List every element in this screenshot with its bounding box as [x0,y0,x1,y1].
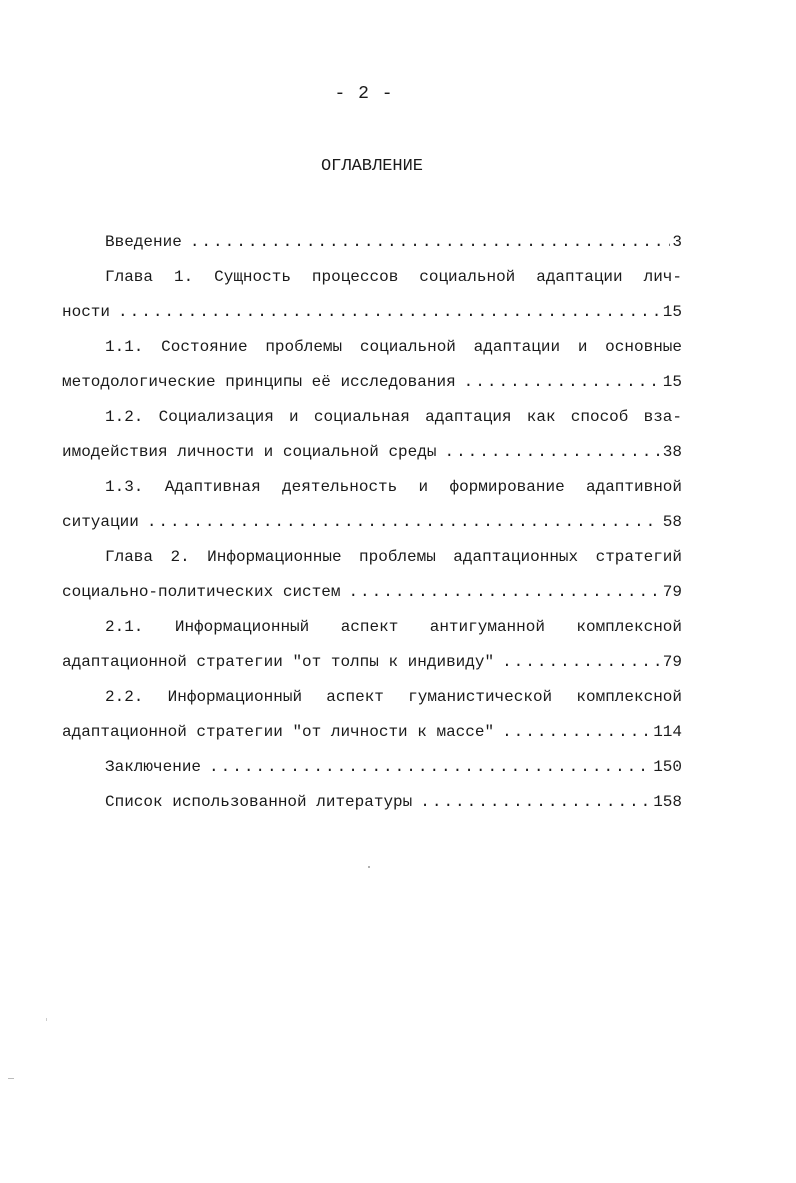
leader-dots [348,578,660,606]
toc-entry-title: Введение [105,233,182,251]
toc-entry-chapter-2-line-1: Глава 2. Информационные проблемы адаптационных стратегий [105,548,682,566]
toc-entry-title: адаптационной стратегии "от личности к массе" [62,723,495,741]
toc-entry-section-2-1-line-1: 2.1. Информационный аспект антигуманной комплексной [105,618,682,636]
toc-entry-title: адаптационной стратегии "от толпы к индивиду" [62,653,495,671]
toc-entry-chapter-2-line-2 [62,578,682,613]
toc-entry-section-1-1-line-2 [62,368,682,403]
leader-dots [464,368,661,396]
toc-entry-title: Заключение [105,758,202,776]
leader-dots [190,228,671,256]
scan-speck [368,866,370,868]
leader-dots [444,438,660,466]
toc-entry-title: Список использованной литературы [105,793,413,811]
leader-dots [209,753,651,781]
toc-entry-section-1-1-line-1: 1.1. Состояние проблемы социальной адаптации и основные [105,338,682,356]
toc-entry-chapter-1-line-2 [62,298,682,333]
page-title: ОГЛАВЛЕНИЕ [320,157,424,176]
scan-speck [46,1018,47,1021]
toc-entry-title: ности [62,303,111,321]
leader-dots [420,788,651,816]
toc-entry-section-2-1-line-2 [62,648,682,683]
toc-entry-section-2-2-line-1: 2.2. Информационный аспект гуманистической комплексной [105,688,682,706]
toc-entry-section-1-2-line-1: 1.2. Социализация и социальная адаптация как способ вза- [105,408,682,426]
toc-entry-section-1-3-line-2 [62,508,682,543]
toc-page-number: 114 [653,723,682,741]
toc-entry-section-1-3-line-1: 1.3. Адаптивная деятельность и формирование адаптивной [105,478,682,496]
toc-entry-title: социально-политических систем [62,583,341,601]
scan-speck [8,1078,14,1079]
toc-entry-title: имодействия личности и социальной среды [62,443,437,461]
toc-page-number: 3 [672,233,682,251]
table-of-contents [62,228,682,823]
toc-page-number: 15 [662,373,682,391]
toc-entry-conclusion [62,753,682,788]
toc-page-number: 58 [662,513,682,531]
page-number: - 2 - [334,84,394,104]
toc-page-number: 150 [653,758,682,776]
toc-entry-intro [62,228,682,263]
toc-page-number: 158 [653,793,682,811]
toc-entry-title: ситуации [62,513,139,531]
toc-page-number: 15 [662,303,682,321]
toc-entry-section-1-2-line-2 [62,438,682,473]
toc-entry-references [62,788,682,823]
toc-entry-title: методологические принципы её исследования [62,373,456,391]
leader-dots [118,298,661,326]
toc-page-number: 79 [662,583,682,601]
toc-entry-section-2-2-line-2 [62,718,682,753]
toc-page-number: 79 [662,653,682,671]
leader-dots [502,648,661,676]
toc-page-number: 38 [662,443,682,461]
toc-entry-chapter-1-line-1: Глава 1. Сущность процессов социальной адаптации лич- [105,268,682,286]
leader-dots [502,718,651,746]
leader-dots [147,508,661,536]
